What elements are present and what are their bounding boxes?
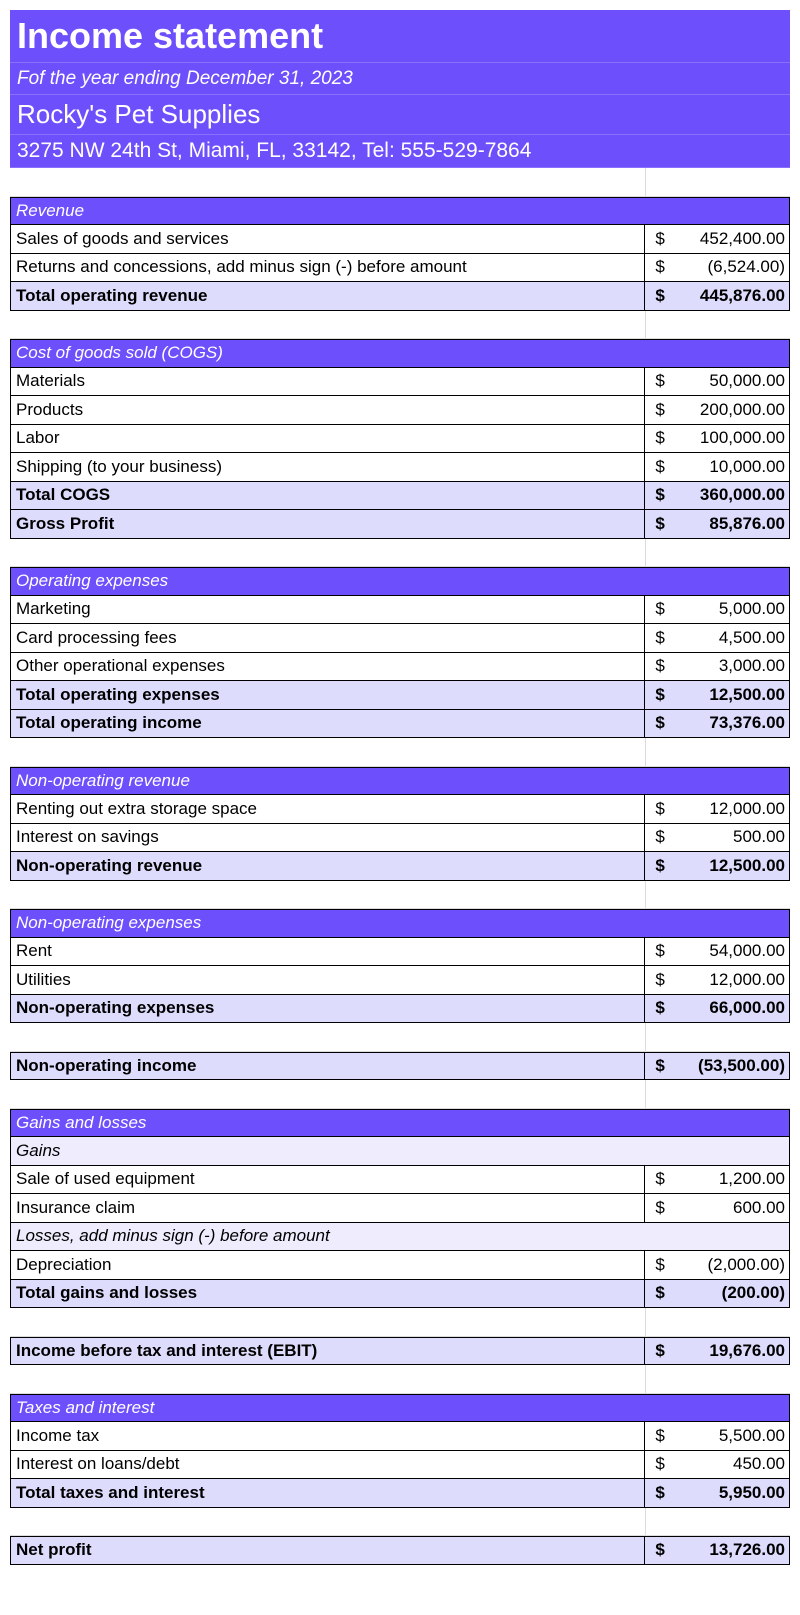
- income-statement-sheet: [10, 10, 790, 1565]
- amount-value: (6,524.00): [707, 257, 785, 277]
- subheading-label[interactable]: Gains: [16, 1140, 61, 1160]
- currency-symbol: $: [655, 969, 665, 989]
- section-header-label[interactable]: Gains and losses: [16, 1112, 147, 1132]
- section-header-gains-and-losses: [10, 1109, 790, 1138]
- section-header-label[interactable]: Cost of goods sold (COGS): [16, 343, 223, 363]
- amount-cell[interactable]: [645, 938, 789, 966]
- amount-cell[interactable]: [645, 1338, 789, 1365]
- line-item-label[interactable]: Gross Profit: [11, 510, 645, 538]
- empty-cell[interactable]: [646, 738, 790, 766]
- amount-value: 452,400.00: [699, 228, 785, 248]
- currency-symbol: $: [655, 1283, 665, 1303]
- amount-value: 12,000.00: [709, 969, 785, 989]
- section-header-non-operating-revenue: [10, 767, 790, 796]
- line-item-label[interactable]: Income tax: [11, 1422, 645, 1450]
- empty-cell[interactable]: [10, 311, 646, 339]
- company-address[interactable]: 3275 NW 24th St, Miami, FL, 33142, Tel: 555-529-7864: [10, 135, 790, 168]
- amount-value: 13,726.00: [709, 1540, 785, 1560]
- blank-row: [10, 311, 790, 340]
- amount-cell[interactable]: [645, 966, 789, 994]
- currency-symbol: $: [655, 456, 665, 476]
- total-row-gross-profit: [10, 510, 790, 539]
- amount-cell[interactable]: [645, 1251, 789, 1279]
- amount-cell[interactable]: [645, 795, 789, 823]
- empty-cell[interactable]: [646, 168, 790, 196]
- total-row-non-operating-income: [10, 1052, 790, 1081]
- blank-row: [10, 1023, 790, 1052]
- line-item-label[interactable]: Non-operating income: [11, 1053, 645, 1080]
- currency-symbol: $: [655, 1425, 665, 1445]
- amount-value: 1,200.00: [718, 1169, 785, 1189]
- currency-symbol: $: [655, 1482, 665, 1502]
- section-header-cost-of-goods-sold-cogs: [10, 339, 790, 368]
- total-row-income-before-tax-and-interest-ebit: [10, 1337, 790, 1366]
- empty-cell[interactable]: [646, 1080, 790, 1108]
- currency-symbol: $: [655, 371, 665, 391]
- currency-symbol: $: [655, 428, 665, 448]
- empty-cell[interactable]: [10, 1508, 646, 1536]
- blank-row: [10, 539, 790, 568]
- line-item-label[interactable]: Interest on loans/debt: [11, 1451, 645, 1479]
- amount-cell[interactable]: [645, 824, 789, 852]
- line-item-label[interactable]: Returns and concessions, add minus sign (-) before amount: [11, 254, 645, 282]
- currency-symbol: $: [655, 684, 665, 704]
- line-item-shipping-to-your-business: [10, 453, 790, 482]
- line-item-label[interactable]: Total gains and losses: [11, 1280, 645, 1308]
- currency-symbol: $: [655, 798, 665, 818]
- amount-cell[interactable]: [645, 1053, 789, 1080]
- statement-period[interactable]: Fof the year ending December 31, 2023: [10, 63, 790, 95]
- subheading-gains: [10, 1137, 790, 1166]
- amount-value: 50,000.00: [709, 371, 785, 391]
- amount-cell[interactable]: [645, 510, 789, 538]
- line-item-utilities: [10, 966, 790, 995]
- line-item-label[interactable]: Utilities: [11, 966, 645, 994]
- line-item-insurance-claim: [10, 1194, 790, 1223]
- amount-value: 100,000.00: [699, 428, 785, 448]
- statement-rows: [10, 168, 790, 1565]
- amount-value: 12,500.00: [709, 684, 785, 704]
- amount-value: 5,950.00: [718, 1482, 785, 1502]
- line-item-label[interactable]: Total operating revenue: [11, 282, 645, 310]
- amount-value: 5,000.00: [718, 599, 785, 619]
- subheading-label[interactable]: Losses, add minus sign (-) before amount: [16, 1226, 330, 1246]
- line-item-interest-on-loans-debt: [10, 1451, 790, 1480]
- amount-value: 445,876.00: [699, 285, 785, 305]
- line-item-label[interactable]: Labor: [11, 425, 645, 453]
- subheading-losses-add-minus-sign-before-amount: [10, 1223, 790, 1252]
- line-item-marketing: [10, 596, 790, 625]
- currency-symbol: $: [655, 998, 665, 1018]
- total-row-total-cogs: [10, 482, 790, 511]
- amount-cell[interactable]: [645, 453, 789, 481]
- amount-value: 3,000.00: [718, 656, 785, 676]
- currency-symbol: $: [655, 941, 665, 961]
- amount-value: (200.00): [721, 1283, 785, 1303]
- currency-symbol: $: [655, 1454, 665, 1474]
- line-item-labor: [10, 425, 790, 454]
- line-item-label[interactable]: Shipping (to your business): [11, 453, 645, 481]
- amount-value: 73,376.00: [709, 713, 785, 733]
- line-item-renting-out-extra-storage-space: [10, 795, 790, 824]
- amount-value: 600.00: [733, 1197, 785, 1217]
- amount-cell[interactable]: [645, 1537, 789, 1564]
- blank-row: [10, 1365, 790, 1394]
- amount-value: 5,500.00: [718, 1425, 785, 1445]
- amount-cell[interactable]: [645, 852, 789, 880]
- section-header-taxes-and-interest: [10, 1394, 790, 1423]
- amount-cell[interactable]: [645, 1194, 789, 1222]
- empty-cell[interactable]: [646, 881, 790, 909]
- amount-value: 54,000.00: [709, 941, 785, 961]
- line-item-label[interactable]: Non-operating revenue: [11, 852, 645, 880]
- section-header-label[interactable]: Operating expenses: [16, 571, 169, 591]
- line-item-other-operational-expenses: [10, 653, 790, 682]
- line-item-returns-and-concessions-add-minus-sign-before-amount: [10, 254, 790, 283]
- currency-symbol: $: [655, 399, 665, 419]
- amount-cell[interactable]: [645, 1166, 789, 1194]
- currency-symbol: $: [655, 855, 665, 875]
- empty-cell[interactable]: [10, 738, 646, 766]
- amount-value: 85,876.00: [709, 513, 785, 533]
- empty-cell[interactable]: [646, 539, 790, 567]
- section-header-label[interactable]: Non-operating expenses: [16, 913, 202, 933]
- line-item-label[interactable]: Sale of used equipment: [11, 1166, 645, 1194]
- empty-cell[interactable]: [10, 881, 646, 909]
- empty-cell[interactable]: [10, 1308, 646, 1336]
- line-item-sales-of-goods-and-services: [10, 225, 790, 254]
- currency-symbol: $: [655, 228, 665, 248]
- total-row-total-operating-income: [10, 710, 790, 739]
- amount-cell[interactable]: [645, 681, 789, 709]
- amount-cell[interactable]: [645, 1422, 789, 1450]
- total-row-total-taxes-and-interest: [10, 1479, 790, 1508]
- line-item-label[interactable]: Total taxes and interest: [11, 1479, 645, 1507]
- line-item-products: [10, 396, 790, 425]
- total-row-total-gains-and-losses: [10, 1280, 790, 1309]
- amount-cell[interactable]: [645, 254, 789, 282]
- currency-symbol: $: [655, 827, 665, 847]
- total-row-total-operating-revenue: [10, 282, 790, 311]
- empty-cell[interactable]: [646, 1365, 790, 1393]
- currency-symbol: $: [655, 485, 665, 505]
- line-item-label[interactable]: Rent: [11, 938, 645, 966]
- line-item-label[interactable]: Total operating income: [11, 710, 645, 738]
- line-item-label[interactable]: Renting out extra storage space: [11, 795, 645, 823]
- amount-value: 4,500.00: [718, 627, 785, 647]
- total-row-non-operating-revenue: [10, 852, 790, 881]
- currency-symbol: $: [655, 285, 665, 305]
- total-row-net-profit: [10, 1536, 790, 1565]
- amount-cell[interactable]: [645, 225, 789, 253]
- amount-value: 360,000.00: [699, 485, 785, 505]
- amount-value: 12,000.00: [709, 798, 785, 818]
- line-item-label[interactable]: Sales of goods and services: [11, 225, 645, 253]
- amount-cell[interactable]: [645, 710, 789, 738]
- currency-symbol: $: [655, 1254, 665, 1274]
- currency-symbol: $: [655, 713, 665, 733]
- currency-symbol: $: [655, 1169, 665, 1189]
- empty-cell[interactable]: [646, 1308, 790, 1336]
- section-header-label[interactable]: Taxes and interest: [16, 1397, 155, 1417]
- section-header-label[interactable]: Revenue: [16, 200, 85, 220]
- currency-symbol: $: [655, 627, 665, 647]
- currency-symbol: $: [655, 513, 665, 533]
- line-item-label[interactable]: Products: [11, 396, 645, 424]
- amount-cell[interactable]: [645, 995, 789, 1023]
- amount-value: 200,000.00: [699, 399, 785, 419]
- amount-value: 19,676.00: [709, 1340, 785, 1360]
- line-item-label[interactable]: Marketing: [11, 596, 645, 624]
- empty-cell[interactable]: [646, 1023, 790, 1051]
- amount-value: 12,500.00: [709, 855, 785, 875]
- line-item-label[interactable]: Total operating expenses: [11, 681, 645, 709]
- blank-row: [10, 881, 790, 910]
- line-item-rent: [10, 938, 790, 967]
- amount-value: 450.00: [733, 1454, 785, 1474]
- company-name[interactable]: Rocky's Pet Supplies: [10, 95, 790, 135]
- line-item-depreciation: [10, 1251, 790, 1280]
- amount-cell[interactable]: [645, 653, 789, 681]
- amount-cell[interactable]: [645, 282, 789, 310]
- amount-cell[interactable]: [645, 1479, 789, 1507]
- line-item-label[interactable]: Depreciation: [11, 1251, 645, 1279]
- blank-row: [10, 738, 790, 767]
- amount-cell[interactable]: [645, 1280, 789, 1308]
- line-item-materials: [10, 368, 790, 397]
- amount-value: 500.00: [733, 827, 785, 847]
- line-item-label[interactable]: Insurance claim: [11, 1194, 645, 1222]
- total-row-total-operating-expenses: [10, 681, 790, 710]
- line-item-label[interactable]: Net profit: [11, 1537, 645, 1564]
- blank-row: [10, 1508, 790, 1537]
- amount-value: 10,000.00: [709, 456, 785, 476]
- line-item-label[interactable]: Income before tax and interest (EBIT): [11, 1338, 645, 1365]
- currency-symbol: $: [655, 1197, 665, 1217]
- empty-cell[interactable]: [646, 1508, 790, 1536]
- line-item-label[interactable]: Materials: [11, 368, 645, 396]
- empty-cell[interactable]: [10, 1080, 646, 1108]
- line-item-label[interactable]: Non-operating expenses: [11, 995, 645, 1023]
- section-header-label[interactable]: Non-operating revenue: [16, 770, 190, 790]
- currency-symbol: $: [655, 599, 665, 619]
- amount-cell[interactable]: [645, 1451, 789, 1479]
- amount-cell[interactable]: [645, 482, 789, 510]
- amount-cell[interactable]: [645, 368, 789, 396]
- line-item-income-tax: [10, 1422, 790, 1451]
- line-item-label[interactable]: Total COGS: [11, 482, 645, 510]
- line-item-sale-of-used-equipment: [10, 1166, 790, 1195]
- section-header-non-operating-expenses: [10, 909, 790, 938]
- amount-cell[interactable]: [645, 425, 789, 453]
- empty-cell[interactable]: [10, 168, 646, 196]
- statement-title[interactable]: Income statement: [10, 10, 790, 63]
- blank-row: [10, 168, 790, 197]
- amount-value: 66,000.00: [709, 998, 785, 1018]
- total-row-non-operating-expenses: [10, 995, 790, 1024]
- amount-cell[interactable]: [645, 396, 789, 424]
- empty-cell[interactable]: [10, 539, 646, 567]
- line-item-label[interactable]: Other operational expenses: [11, 653, 645, 681]
- blank-row: [10, 1308, 790, 1337]
- amount-cell[interactable]: [645, 596, 789, 624]
- line-item-card-processing-fees: [10, 624, 790, 653]
- line-item-interest-on-savings: [10, 824, 790, 853]
- currency-symbol: $: [655, 656, 665, 676]
- empty-cell[interactable]: [10, 1365, 646, 1393]
- line-item-label[interactable]: Card processing fees: [11, 624, 645, 652]
- amount-value: (53,500.00): [698, 1055, 785, 1075]
- currency-symbol: $: [655, 257, 665, 277]
- amount-value: (2,000.00): [707, 1254, 785, 1274]
- currency-symbol: $: [655, 1055, 665, 1075]
- currency-symbol: $: [655, 1540, 665, 1560]
- amount-cell[interactable]: [645, 624, 789, 652]
- blank-row: [10, 1080, 790, 1109]
- section-header-operating-expenses: [10, 567, 790, 596]
- empty-cell[interactable]: [10, 1023, 646, 1051]
- line-item-label[interactable]: Interest on savings: [11, 824, 645, 852]
- section-header-revenue: [10, 197, 790, 226]
- empty-cell[interactable]: [646, 311, 790, 339]
- currency-symbol: $: [655, 1340, 665, 1360]
